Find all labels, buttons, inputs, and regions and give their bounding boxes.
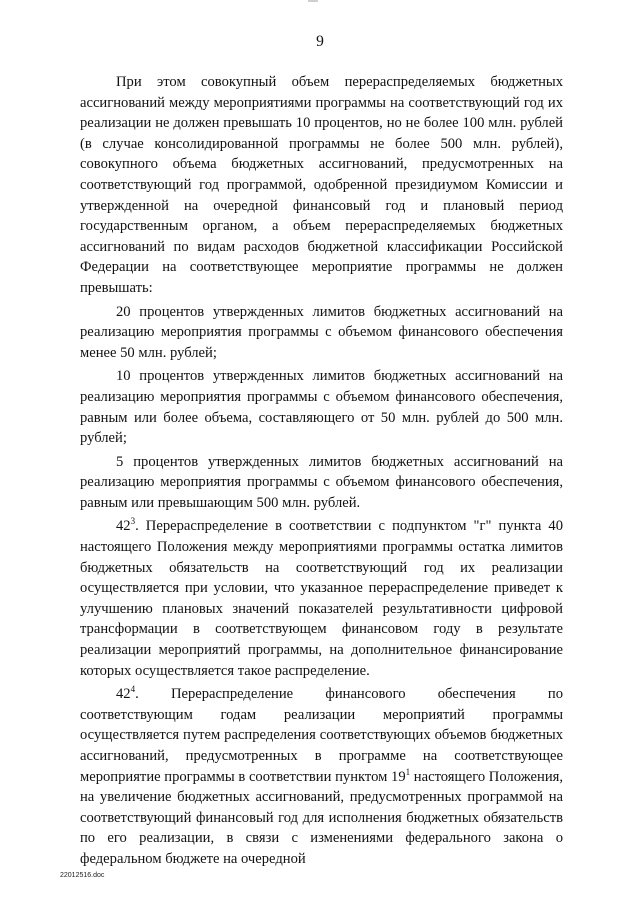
clause-text: . Перераспределение в соответствии с подпунктом "г" пункта 40 настоящего Положения между мероприятиями программы остатка лимитов бюджетных обязательств на соответствующий год их реализации осуществляется при условии, что указанное перераспределение приведет к улучшению плановых значений показателей результативности цифровой трансформации в соответствующем финансовом году в результате реализации мероприятий программы, на дополнительное финансирование которых осуществляется такое распределение. [80,518,563,679]
paragraph-42-4 [80,684,563,869]
clause-number: 42 [116,518,131,535]
paragraph-20-percent: 20 процентов утвержденных лимитов бюджетных ассигнований на реализацию мероприятия программы с объемом финансового обеспечения менее 50 млн. рублей; [80,303,563,361]
reference-superscript: 1 [405,766,411,777]
paragraph-5-percent: 5 процентов утвержденных лимитов бюджетных ассигнований на реализацию мероприятия программы с объемом финансового обеспечения, равным или превышающим 500 млн. рублей. [80,453,563,511]
clause-number: 42 [116,686,131,703]
clause-text-continued: настоящего Положения, на увеличение бюджетных ассигнований, предусмотренных программой на соответствующий финансовый год для исполнения бюджетных обязательств по его реализации, в связи с изменениями федерального закона о федеральном бюджете на очередной [80,768,563,867]
clause-superscript: 3 [130,516,136,527]
paragraph-redistribution-limit: При этом совокупный объем перераспределяемых бюджетных ассигнований между мероприятиями программы на соответствующий год их реализации не должен превышать 10 процентов, но не более 100 млн. рублей (в случае консолидированной программы не более 500 млн. рублей), совокупного объема бюджетных ассигнований, предусмотренных на соответствующий год программой, одобренной президиумом Комиссии и утвержденной на очередной финансовый год и плановый период государственным органом, а объем перераспределяемых бюджетных ассигнований по видам расходов бюджетной классификации Российской Федерации на соответствующее мероприятие программы не должен превышать: [80,74,563,296]
clause-superscript: 4 [130,684,136,695]
scan-mark [308,0,318,2]
clause-text: . Перераспределение финансового обеспечения по соответствующим годам реализации мероприятий программы осуществляется путем распределения соответствующих объемов бюджетных ассигнований, предусмотренных в программе на соответствующее мероприятие программы в соответствии пунктом 19 [80,686,563,785]
file-name-footer: 22012516.doc [60,872,105,879]
paragraph-42-3 [80,516,563,681]
document-body [80,72,563,870]
page-number: 9 [316,33,324,50]
paragraph-10-percent: 10 процентов утвержденных лимитов бюджетных ассигнований на реализацию мероприятия программы с объемом финансового обеспечения, равным или более объема, составляющего от 50 млн. рублей до 500 млн. рублей; [80,368,563,447]
